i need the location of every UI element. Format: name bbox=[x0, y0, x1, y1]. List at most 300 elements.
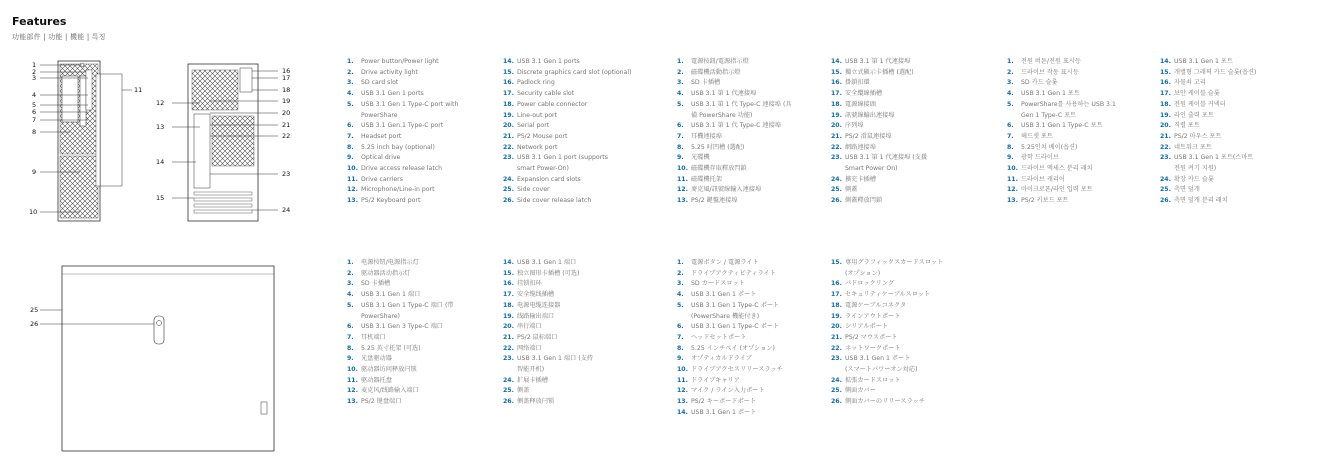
legend-item-number: 14. bbox=[677, 408, 688, 416]
legend-item-number: 24. bbox=[1160, 175, 1171, 183]
legend-item bbox=[677, 376, 783, 387]
legend-item-label: 측면 덮개 분리 래치 bbox=[1174, 197, 1228, 205]
legend-item-number: 24. bbox=[503, 376, 514, 384]
legend-item-number: 2. bbox=[677, 68, 684, 76]
legend-item bbox=[347, 258, 454, 269]
legend-item bbox=[503, 322, 593, 333]
legend-item-label: 訊號線輸出連接埠 bbox=[845, 111, 895, 119]
legend-item-label: 확장 카드 슬롯 bbox=[1174, 175, 1214, 183]
legend-item bbox=[1160, 57, 1256, 68]
legend-item bbox=[1160, 111, 1256, 122]
legend-item bbox=[831, 333, 943, 344]
legend-item bbox=[1160, 132, 1256, 143]
legend-item bbox=[347, 143, 458, 154]
legend-item-label: Padlock ring bbox=[517, 79, 555, 87]
legend-item-number: 18. bbox=[1160, 100, 1171, 108]
legend-item-label: PS/2 键盘端口 bbox=[361, 398, 402, 406]
legend-item-label: ドライブアクセスリリースラッチ bbox=[691, 366, 783, 374]
legend-zhtw-1 bbox=[677, 57, 792, 207]
legend-item bbox=[831, 258, 943, 279]
legend-item-number: 3. bbox=[677, 280, 684, 288]
legend-item bbox=[677, 269, 783, 280]
legend-item-number: 4. bbox=[677, 90, 684, 98]
legend-item-label: PS/2 Mouse port bbox=[517, 132, 568, 140]
legend-item-label: 光盘驱动器 bbox=[361, 355, 392, 363]
legend-item-number: 4. bbox=[677, 291, 684, 299]
front-handle-left bbox=[96, 74, 100, 186]
legend-item bbox=[503, 175, 632, 186]
legend-item-label: 側面カバーのリリースラッチ bbox=[845, 398, 926, 406]
drive-latch bbox=[80, 76, 86, 126]
legend-item-number: 1. bbox=[677, 259, 684, 266]
legend-item-label: 5.25 吋凹槽 (選配) bbox=[691, 143, 745, 151]
legend-item-number: 7. bbox=[347, 132, 354, 140]
legend-item-number: 9. bbox=[1007, 154, 1014, 162]
legend-item-label: USB 3.1 Gen 1 Type-C ポート bbox=[691, 323, 780, 331]
legend-item bbox=[1160, 121, 1256, 132]
legend-item-label: オプティカルドライブ bbox=[691, 355, 752, 363]
legend-item-number: 13. bbox=[677, 197, 688, 205]
legend-item-number: 11. bbox=[347, 175, 358, 183]
legend-en-2 bbox=[503, 57, 632, 207]
legend-item-label: USB 3.1 Gen.1 Type-C port bbox=[361, 122, 444, 130]
legend-item-label: USB 3.1 Gen 1 ポート (スマートパワーオン対応) bbox=[845, 355, 918, 374]
legend-item-label: 電源按鈕/電源指示燈 bbox=[691, 58, 749, 65]
legend-item bbox=[831, 185, 927, 196]
legend-item bbox=[1160, 68, 1256, 79]
legend-item-number: 16. bbox=[503, 280, 514, 288]
legend-item-number: 2. bbox=[347, 68, 354, 76]
rear-io bbox=[194, 114, 210, 188]
legend-item bbox=[503, 301, 593, 312]
legend-item-label: 扩展卡插槽 bbox=[517, 376, 548, 384]
legend-item bbox=[677, 185, 792, 196]
legend-item-number: 19. bbox=[831, 111, 842, 119]
legend-item bbox=[677, 322, 783, 333]
front-handle-right bbox=[100, 74, 122, 186]
legend-item-label: ヘッドセットポート bbox=[691, 333, 747, 341]
legend-item-number: 15. bbox=[1160, 68, 1171, 76]
legend-item-number: 20. bbox=[503, 122, 514, 130]
callout-3: 3 bbox=[32, 74, 37, 82]
legend-item-number: 1. bbox=[347, 58, 354, 65]
callout-1: 1 bbox=[32, 61, 37, 69]
legend-item bbox=[831, 290, 943, 301]
legend-item bbox=[347, 196, 458, 207]
legend-item-number: 25. bbox=[503, 387, 514, 395]
legend-item bbox=[503, 100, 632, 111]
legend-item-label: USB 3.1 Gen 1 ポート bbox=[691, 408, 757, 416]
legend-item-label: Power cable connector bbox=[517, 100, 588, 108]
legend-item-label: USB 3.1 Gen 1 端口 bbox=[361, 291, 421, 299]
legend-item-label: Drive activity light bbox=[361, 68, 418, 76]
legend-item bbox=[831, 153, 927, 174]
callout-21: 21 bbox=[282, 121, 291, 129]
legend-item bbox=[831, 132, 927, 143]
legend-item bbox=[1160, 196, 1256, 207]
legend-item-number: 19. bbox=[503, 111, 514, 119]
legend-item-number: 2. bbox=[677, 269, 684, 277]
legend-item bbox=[1160, 100, 1256, 111]
legend-item-label: 独立图形卡插槽 (可选) bbox=[517, 269, 580, 277]
legend-item bbox=[677, 175, 792, 186]
legend-item-number: 22. bbox=[831, 344, 842, 352]
legend-item-number: 17. bbox=[503, 291, 514, 299]
legend-item-label: USB 3.1 Gen 1 ポート bbox=[691, 291, 757, 299]
legend-item-label: 자물쇠 고리 bbox=[1174, 79, 1206, 87]
legend-item-label: Line-out port bbox=[517, 111, 558, 119]
legend-item bbox=[503, 354, 593, 375]
side-cover-latch bbox=[154, 316, 164, 344]
legend-item bbox=[831, 386, 943, 397]
legend-item-number: 21. bbox=[831, 132, 842, 140]
legend-item bbox=[831, 57, 927, 68]
legend-item-label: 라인 출력 포트 bbox=[1174, 111, 1214, 119]
legend-item-number: 21. bbox=[1160, 132, 1171, 140]
legend-item-number: 6. bbox=[347, 122, 354, 130]
legend-item-label: 安全纜線插槽 bbox=[845, 90, 883, 98]
legend-item bbox=[503, 196, 632, 207]
legend-item-number: 21. bbox=[503, 132, 514, 140]
legend-item-label: PS/2 マウスポート bbox=[845, 333, 898, 341]
legend-item-label: 電源ボタン / 電源ライト bbox=[691, 259, 759, 266]
legend-item-number: 25. bbox=[831, 387, 842, 395]
legend-item-label: 电源按钮/电源指示灯 bbox=[361, 259, 419, 266]
legend-item bbox=[347, 153, 458, 164]
legend-item bbox=[1007, 100, 1116, 121]
legend-item bbox=[503, 89, 632, 100]
legend-item-number: 7. bbox=[1007, 132, 1014, 140]
legend-item-label: PS/2 Keyboard port bbox=[361, 197, 421, 205]
legend-item-label: USB 3.1 Gen 1 端口 (支持 智能开机) bbox=[517, 355, 593, 374]
legend-item bbox=[347, 386, 454, 397]
legend-item-number: 5. bbox=[677, 100, 684, 108]
legend-item-number: 21. bbox=[503, 333, 514, 341]
legend-item bbox=[677, 386, 783, 397]
legend-item-label: ドライブキャリア bbox=[691, 376, 740, 384]
legend-item-label: 挂锁扣环 bbox=[517, 280, 542, 288]
legend-item bbox=[831, 354, 943, 375]
legend-item bbox=[503, 185, 632, 196]
legend-item bbox=[1160, 143, 1256, 154]
expansion-slots bbox=[194, 192, 252, 213]
legend-item bbox=[1007, 153, 1116, 164]
legend-item-label: Security cable slot bbox=[517, 90, 575, 98]
legend-item-label: USB 3.1 Gen 1 端口 bbox=[517, 259, 577, 266]
legend-item-number: 7. bbox=[677, 132, 684, 140]
legend-item bbox=[831, 344, 943, 355]
legend-item-label: 직렬 포트 bbox=[1174, 122, 1200, 130]
legend-item-label: 掛鎖扣環 bbox=[845, 79, 870, 87]
legend-item bbox=[677, 258, 783, 269]
legend-ja-2 bbox=[831, 258, 943, 408]
psu bbox=[240, 68, 252, 92]
legend-item-number: 24. bbox=[503, 175, 514, 183]
callout-13: 13 bbox=[156, 123, 165, 131]
legend-item-number: 16. bbox=[831, 79, 842, 87]
legend-item-label: 磁碟機存取釋放閂鎖 bbox=[691, 165, 747, 173]
legend-item-number: 22. bbox=[831, 143, 842, 151]
legend-item-number: 18. bbox=[503, 301, 514, 309]
legend-item bbox=[677, 279, 783, 290]
legend-item bbox=[831, 196, 927, 207]
callout-6: 6 bbox=[32, 108, 37, 116]
legend-item-number: 26. bbox=[503, 398, 514, 406]
legend-item bbox=[503, 279, 593, 290]
legend-item-label: 耳機連接埠 bbox=[691, 132, 722, 140]
legend-item-label: Microphone/Line-in port bbox=[361, 186, 435, 194]
legend-item bbox=[503, 258, 593, 269]
side-rear-port bbox=[261, 402, 267, 414]
legend-item-number: 5. bbox=[347, 100, 354, 108]
legend-item bbox=[831, 100, 927, 111]
legend-item bbox=[677, 196, 792, 207]
legend-item-label: USB 3.1 Gen 1 Type-C 端口 (带 PowerShare) bbox=[361, 301, 454, 320]
legend-item bbox=[347, 68, 458, 79]
legend-item bbox=[677, 143, 792, 154]
legend-item-label: 电源电缆连接器 bbox=[517, 301, 561, 309]
legend-item bbox=[831, 121, 927, 132]
legend-item-number: 25. bbox=[503, 186, 514, 194]
legend-item-label: Drive carriers bbox=[361, 175, 403, 183]
legend-item-number: 20. bbox=[831, 122, 842, 130]
legend-item-number: 15. bbox=[503, 269, 514, 277]
legend-item-number: 16. bbox=[503, 79, 514, 87]
legend-item-label: 麥克風/訊號線輸入連接埠 bbox=[691, 186, 762, 194]
legend-item bbox=[347, 290, 454, 301]
legend-item bbox=[503, 143, 632, 154]
legend-item bbox=[677, 397, 783, 408]
legend-item-label: 序列埠 bbox=[845, 122, 864, 130]
legend-item-number: 5. bbox=[347, 301, 354, 309]
callout-17: 17 bbox=[282, 74, 291, 82]
legend-item bbox=[1007, 185, 1116, 196]
legend-item-number: 10. bbox=[677, 165, 688, 173]
legend-item-label: 线路输出端口 bbox=[517, 312, 555, 320]
legend-item-number: 12. bbox=[677, 186, 688, 194]
legend-item bbox=[831, 143, 927, 154]
legend-item bbox=[831, 397, 943, 408]
legend-item-label: Side cover release latch bbox=[517, 197, 592, 205]
callout-26: 26 bbox=[30, 320, 39, 328]
callout-12: 12 bbox=[156, 99, 165, 107]
legend-item-number: 22. bbox=[1160, 143, 1171, 151]
legend-item-label: 侧盖释放闩锁 bbox=[517, 398, 555, 406]
legend-item-label: PS/2 키보드 포트 bbox=[1021, 197, 1069, 205]
legend-item bbox=[347, 333, 454, 344]
legend-item-label: 獨立式顯示卡插槽 (選配) bbox=[845, 68, 914, 76]
legend-item-label: マイク / ライン入力ポート bbox=[691, 387, 765, 395]
legend-item-label: ラインアウトポート bbox=[845, 312, 901, 320]
legend-item bbox=[677, 164, 792, 175]
legend-item bbox=[503, 312, 593, 323]
legend-item-number: 15. bbox=[831, 68, 842, 76]
legend-item-number: 18. bbox=[503, 100, 514, 108]
legend-item-label: USB 3.1 Gen 1 Type-C port with PowerShare bbox=[361, 100, 459, 119]
legend-item-label: 磁碟機托架 bbox=[691, 175, 722, 183]
legend-item bbox=[831, 279, 943, 290]
legend-item-number: 24. bbox=[831, 175, 842, 183]
legend-item-number: 2. bbox=[1007, 68, 1014, 76]
legend-item-number: 10. bbox=[1007, 165, 1018, 173]
callout-24: 24 bbox=[282, 206, 291, 214]
legend-item bbox=[831, 89, 927, 100]
legend-item-number: 26. bbox=[1160, 197, 1171, 205]
legend-item-number: 5. bbox=[1007, 100, 1014, 108]
legend-item-number: 11. bbox=[677, 376, 688, 384]
legend-item bbox=[347, 301, 454, 322]
legend-item-number: 11. bbox=[677, 175, 688, 183]
legend-item-number: 14. bbox=[503, 58, 514, 65]
callout-7: 7 bbox=[32, 116, 37, 124]
legend-item-number: 12. bbox=[1007, 186, 1018, 194]
legend-item bbox=[503, 290, 593, 301]
legend-item-label: 광학 드라이브 bbox=[1021, 154, 1059, 162]
legend-item-label: 드라이브 캐리어 bbox=[1021, 175, 1065, 183]
legend-item-number: 12. bbox=[677, 387, 688, 395]
legend-item-number: 8. bbox=[347, 143, 354, 151]
optical-drive-bay bbox=[62, 76, 78, 122]
legend-item-label: 光碟機 bbox=[691, 154, 710, 162]
legend-item-label: PS/2 滑鼠連接埠 bbox=[845, 132, 892, 140]
legend-item-number: 23. bbox=[831, 355, 842, 363]
legend-item bbox=[677, 301, 783, 322]
legend-item-label: 網路連接埠 bbox=[845, 143, 876, 151]
legend-item bbox=[1160, 185, 1256, 196]
legend-item-label: 网络端口 bbox=[517, 344, 542, 352]
legend-item bbox=[347, 269, 454, 280]
legend-item bbox=[503, 333, 593, 344]
legend-item-label: USB 3.1 Gen 1 포트 bbox=[1021, 90, 1080, 98]
callout-18: 18 bbox=[282, 86, 291, 94]
legend-ko-2 bbox=[1160, 57, 1256, 207]
legend-item bbox=[831, 312, 943, 323]
legend-item bbox=[503, 344, 593, 355]
legend-item-number: 12. bbox=[347, 186, 358, 194]
legend-item bbox=[347, 279, 454, 290]
legend-item-label: 驱动器托盘 bbox=[361, 376, 392, 384]
legend-item-number: 19. bbox=[1160, 111, 1171, 119]
legend-item-label: Optical drive bbox=[361, 154, 401, 162]
legend-item bbox=[677, 100, 792, 121]
legend-item-number: 9. bbox=[347, 355, 354, 363]
legend-item bbox=[347, 57, 458, 68]
legend-item bbox=[831, 68, 927, 79]
legend-item bbox=[347, 89, 458, 100]
legend-item-number: 3. bbox=[347, 280, 354, 288]
legend-item bbox=[831, 175, 927, 186]
legend-item bbox=[1160, 175, 1256, 186]
legend-item bbox=[1007, 143, 1116, 154]
legend-item-label: SD 卡插槽 bbox=[361, 280, 391, 288]
legend-item-number: 10. bbox=[347, 165, 358, 173]
legend-item bbox=[503, 153, 632, 174]
legend-item-label: USB 3.1 第 1 代連接埠 (支援 Smart Power On) bbox=[845, 154, 928, 173]
legend-item bbox=[503, 78, 632, 89]
legend-item bbox=[347, 376, 454, 387]
legend-item-number: 6. bbox=[347, 323, 354, 331]
legend-item-label: SD 卡插槽 bbox=[691, 79, 721, 87]
side-chassis bbox=[62, 266, 274, 451]
legend-item-number: 8. bbox=[1007, 143, 1014, 151]
legend-item-label: PS/2 마우스 포트 bbox=[1174, 132, 1222, 140]
legend-item-label: USB 3.1 Gen 1 Type-C 포트 bbox=[1021, 122, 1103, 130]
legend-item-number: 6. bbox=[1007, 122, 1014, 130]
legend-item-number: 20. bbox=[831, 323, 842, 331]
legend-item-number: 8. bbox=[677, 344, 684, 352]
front-grille-bottom bbox=[60, 156, 98, 218]
legend-item bbox=[831, 376, 943, 387]
legend-item bbox=[677, 290, 783, 301]
legend-item-number: 15. bbox=[831, 259, 842, 266]
legend-en-1 bbox=[347, 57, 458, 207]
legend-item bbox=[347, 132, 458, 143]
legend-item-label: 전원 케이블 커넥터 bbox=[1174, 100, 1226, 108]
legend-item-label: Serial port bbox=[517, 122, 550, 130]
legend-item-label: 驱动器访问释放闩锁 bbox=[361, 366, 417, 374]
legend-item-label: セキュリティケーブルスロット bbox=[845, 291, 931, 299]
legend-item-number: 13. bbox=[1007, 197, 1018, 205]
legend-item-number: 1. bbox=[1007, 58, 1014, 65]
legend-item-label: シリアルポート bbox=[845, 323, 889, 331]
legend-item-label: 5.25 inch bay (optional) bbox=[361, 143, 435, 151]
legend-item-number: 19. bbox=[831, 312, 842, 320]
legend-zhtw-2 bbox=[831, 57, 927, 207]
legend-item-label: PS/2 鍵盤連接埠 bbox=[691, 197, 738, 205]
legend-item-label: 擴充卡插槽 bbox=[845, 175, 876, 183]
callout-19: 19 bbox=[282, 97, 291, 105]
callout-23: 23 bbox=[282, 170, 291, 178]
legend-item-label: SD card slot bbox=[361, 79, 399, 87]
legend-item-label: 5.25 インチベイ (オプション) bbox=[691, 344, 775, 352]
legend-item-label: 侧盖 bbox=[517, 387, 530, 395]
legend-item-label: 5.25인치 베이(옵션) bbox=[1021, 143, 1078, 151]
callout-2: 2 bbox=[32, 68, 37, 76]
legend-item-number: 4. bbox=[347, 90, 354, 98]
legend-item bbox=[503, 376, 593, 387]
legend-item bbox=[347, 185, 458, 196]
legend-item-number: 16. bbox=[1160, 79, 1171, 87]
legend-item bbox=[677, 132, 792, 143]
legend-item-number: 6. bbox=[677, 323, 684, 331]
legend-item-label: Expansion card slots bbox=[517, 175, 581, 183]
legend-item-number: 11. bbox=[1007, 175, 1018, 183]
legend-item bbox=[1007, 196, 1116, 207]
callout-22: 22 bbox=[282, 132, 291, 140]
legend-item-label: 串行端口 bbox=[517, 323, 542, 331]
legend-item-number: 1. bbox=[347, 259, 354, 266]
legend-item-label: パドロックリング bbox=[845, 280, 895, 288]
legend-item-number: 23. bbox=[503, 355, 514, 363]
legend-item-number: 20. bbox=[503, 323, 514, 331]
legend-item bbox=[503, 269, 593, 280]
callout-10: 10 bbox=[29, 208, 38, 216]
legend-item-label: Power button/Power light bbox=[361, 58, 439, 65]
legend-item-label: 보안 케이블 슬롯 bbox=[1174, 90, 1220, 98]
legend-item bbox=[347, 322, 454, 333]
legend-item-label: 側蓋釋放閂鎖 bbox=[845, 197, 883, 205]
legend-item bbox=[1007, 175, 1116, 186]
legend-item-label: 専用グラフィックスカードスロット (オプション) bbox=[845, 259, 944, 277]
callout-25: 25 bbox=[30, 306, 39, 314]
legend-item-label: 5.25 英寸托架 (可选) bbox=[361, 344, 421, 352]
legend-item-number: 20. bbox=[1160, 122, 1171, 130]
back-vent-lower bbox=[212, 116, 254, 166]
legend-item-number: 6. bbox=[677, 122, 684, 130]
side-view-diagram bbox=[0, 262, 290, 457]
legend-item-label: 安全缆线插槽 bbox=[517, 291, 555, 299]
legend-item-number: 11. bbox=[347, 376, 358, 384]
